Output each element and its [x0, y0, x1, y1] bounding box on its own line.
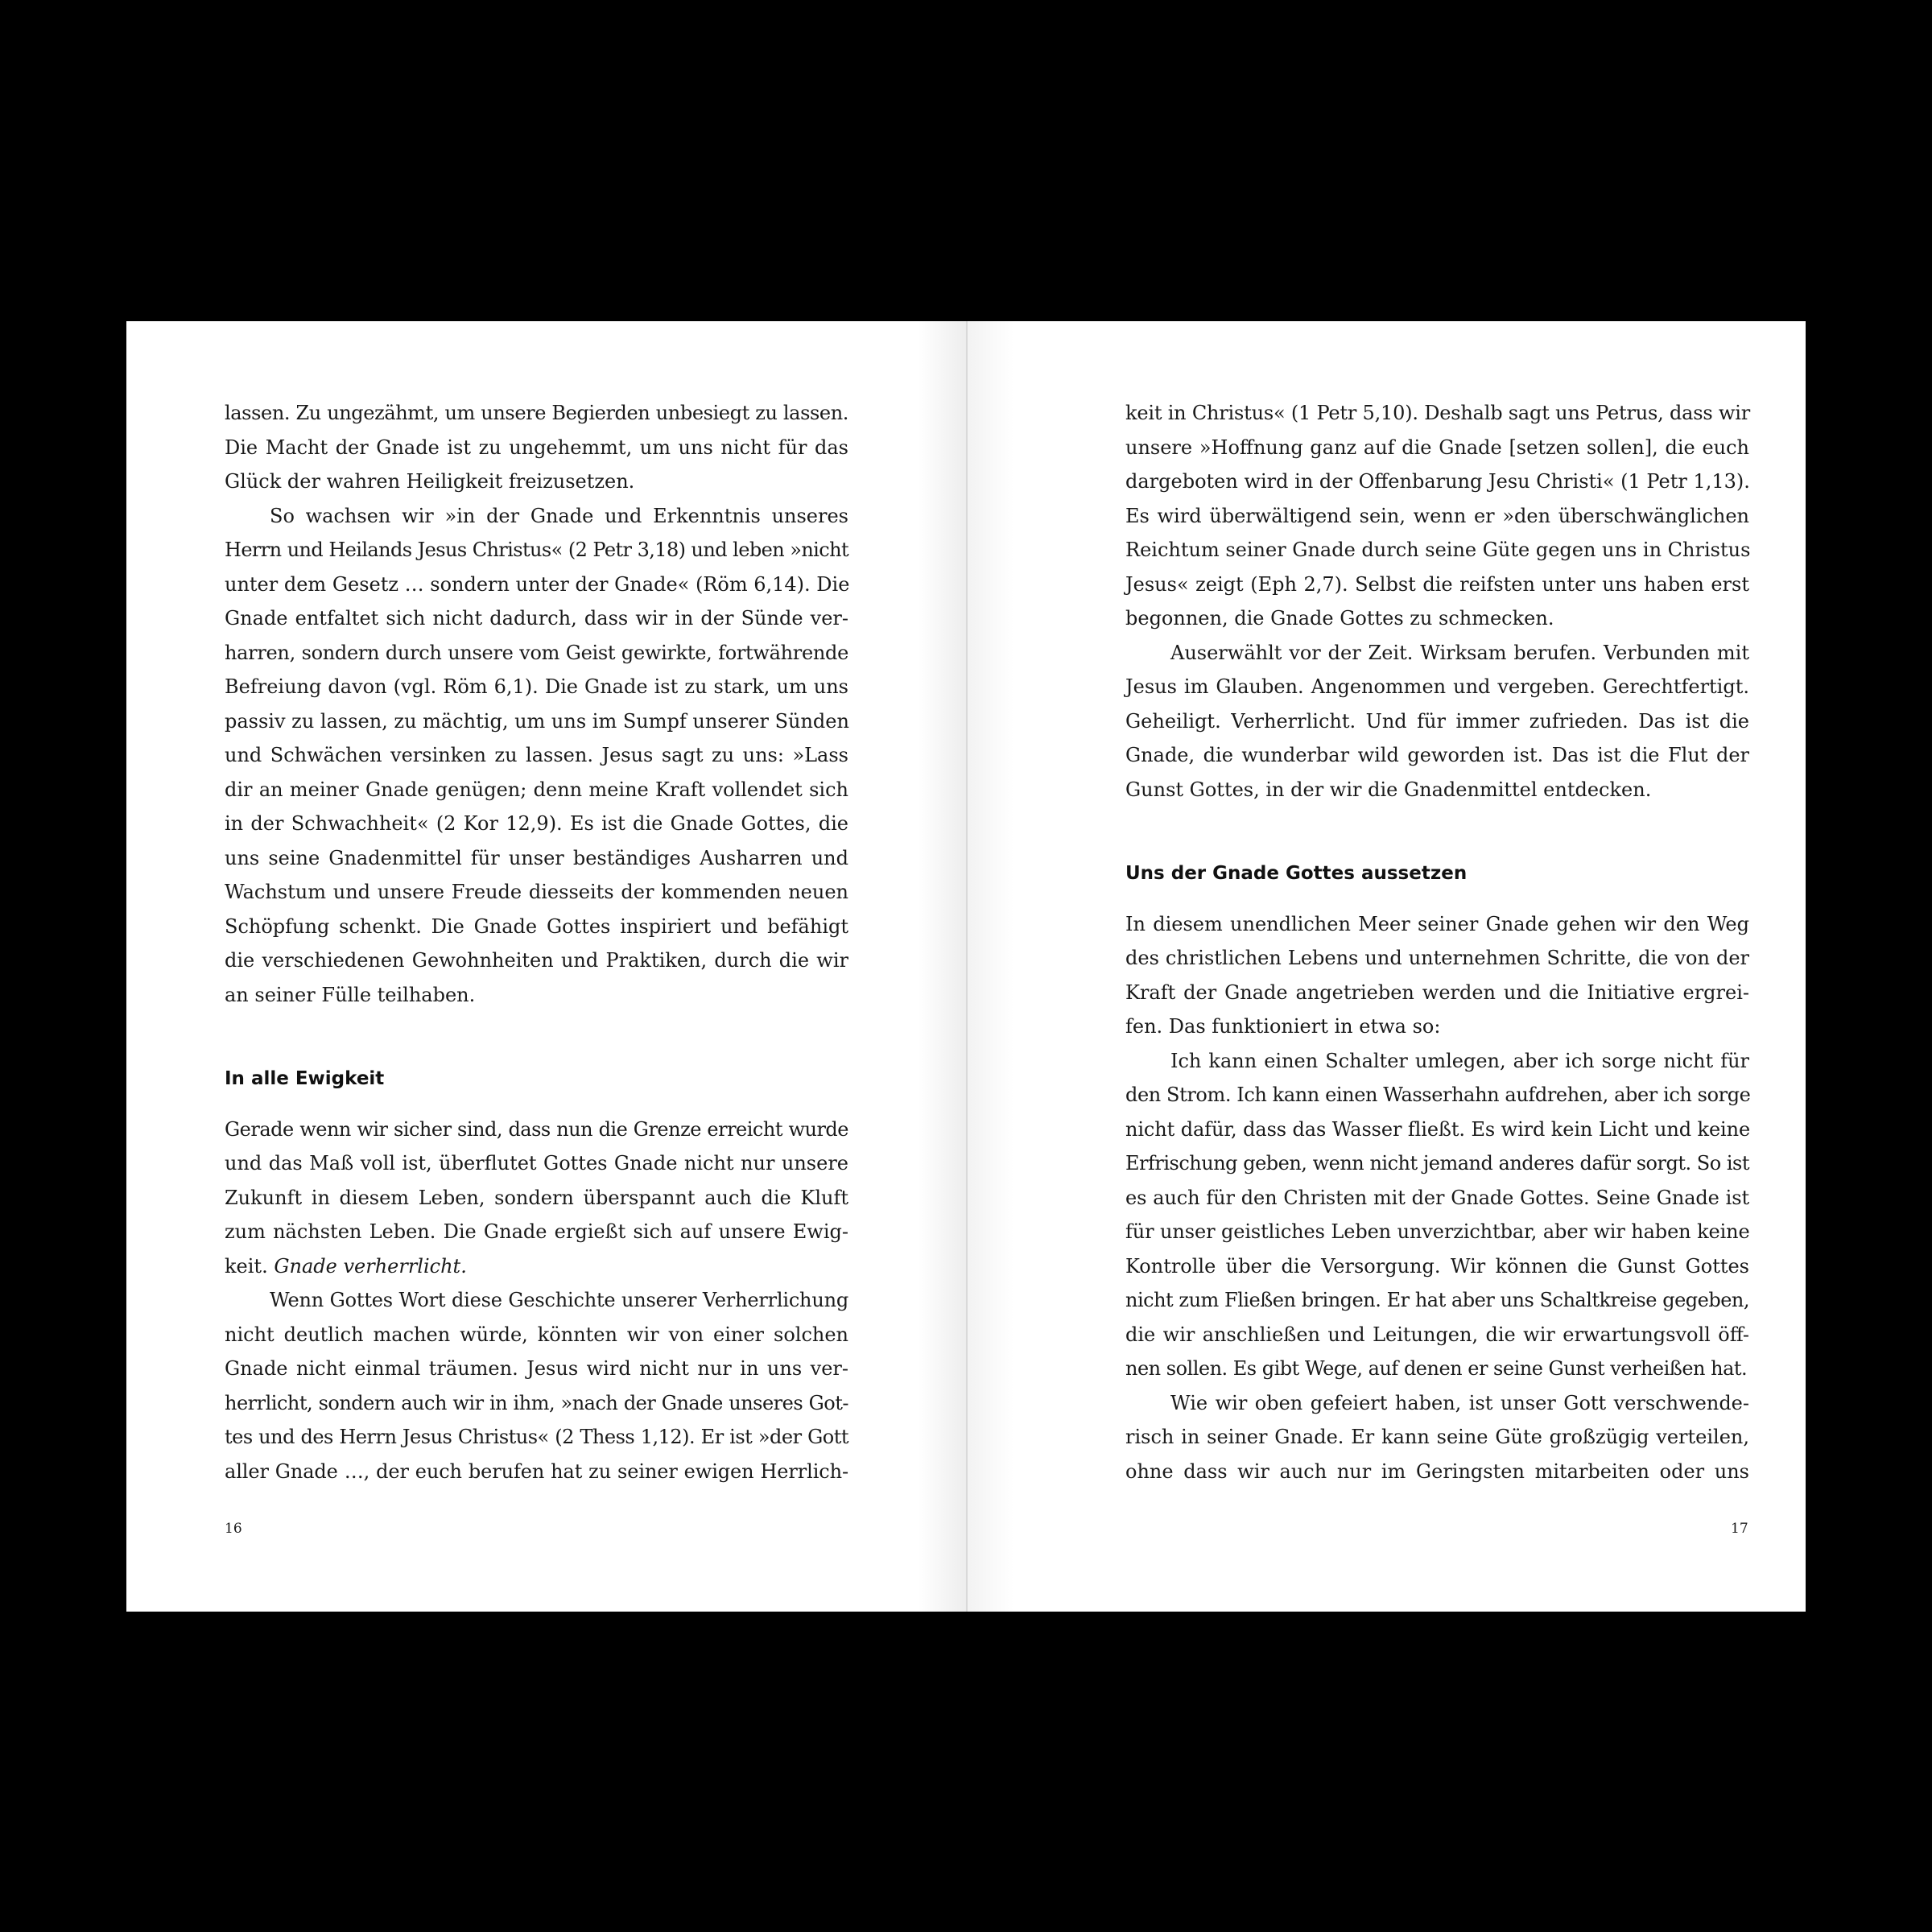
text-line: Auserwählt vor der Zeit. Wirksam berufen. Verbunden mit	[1170, 641, 1749, 664]
paragraph	[225, 1283, 848, 1488]
section-heading: In alle Ewigkeit	[225, 1068, 385, 1089]
paragraph	[1125, 907, 1749, 1044]
page-number: 16	[225, 1521, 242, 1537]
text-line: Kraft der Gnade angetrieben werden und die Initiative ergrei-	[1125, 980, 1749, 1004]
text-line: keit in Christus« (1 Petr 5,10). Deshalb sagt uns Petrus, dass wir	[1125, 402, 1750, 424]
text-line: Wie wir oben gefeiert haben, ist unser Gott verschwende-	[1170, 1391, 1749, 1414]
paragraph	[225, 499, 848, 1013]
gutter-shadow-left	[918, 321, 966, 1612]
section-heading: Uns der Gnade Gottes aussetzen	[1125, 863, 1468, 884]
text-line: passiv zu lassen, zu mächtig, um uns im Sumpf unserer Sünden	[225, 709, 849, 733]
text-line: Gnade entfaltet sich nicht dadurch, dass wir in der Sünde ver-	[225, 607, 848, 630]
text-line: Wenn Gottes Wort diese Geschichte unserer Verherrlichung	[270, 1289, 848, 1311]
text-line: harren, sondern durch unsere vom Geist gewirkte, fortwährende	[225, 641, 848, 664]
text-line: begonnen, die Gnade Gottes zu schmecken.	[1125, 607, 1554, 630]
text-line: Glück der wahren Heiligkeit freizusetzen.	[225, 470, 635, 493]
paragraph	[225, 1113, 848, 1284]
text-line: und das Maß voll ist, überflutet Gottes Gnade nicht nur unsere	[225, 1152, 848, 1174]
text-line: Erfrischung geben, wenn nicht jemand anderes dafür sorgt. So ist	[1125, 1152, 1749, 1174]
page-number: 17	[1731, 1521, 1748, 1537]
text-line: Kontrolle über die Versorgung. Wir können die Gunst Gottes	[1125, 1254, 1749, 1278]
italic-emphasis: Gnade verherrlicht.	[274, 1254, 467, 1278]
text-line: Gnade nicht einmal träumen. Jesus wird nicht nur in uns ver-	[225, 1357, 848, 1380]
text-line: Die Macht der Gnade ist zu ungehemmt, um uns nicht für das	[225, 436, 848, 459]
text-line: nicht zum Fließen bringen. Er hat aber uns Schaltkreise gegeben,	[1125, 1289, 1749, 1311]
text-line: den Strom. Ich kann einen Wasserhahn aufdrehen, aber ich sorge	[1125, 1084, 1751, 1106]
text-line: Reichtum seiner Gnade durch seine Güte gegen uns in Christus	[1125, 539, 1751, 561]
text-line: und Schwächen versinken zu lassen. Jesus sagt zu uns: »Lass	[225, 744, 848, 766]
text-line: uns seine Gnadenmittel für unser beständiges Ausharren und	[225, 846, 848, 869]
text-line: zum nächsten Leben. Die Gnade ergießt sich auf unsere Ewig-	[225, 1220, 848, 1243]
text-line: Es wird überwältigend sein, wenn er »den überschwänglichen	[1125, 504, 1749, 527]
text-line: Jesus« zeigt (Eph 2,7). Selbst die reifsten unter uns haben erst	[1125, 572, 1749, 596]
text-line: aller Gnade …, der euch berufen hat zu seiner ewigen Herrlich-	[225, 1459, 848, 1483]
text-line: die verschiedenen Gewohnheiten und Praktiken, durch die wir	[225, 949, 848, 972]
text-line: Jesus im Glauben. Angenommen und vergeben. Gerechtfertigt.	[1125, 675, 1749, 698]
book-gutter	[966, 321, 968, 1612]
text-line: Gnade, die wunderbar wild geworden ist. Das ist die Flut der	[1125, 744, 1749, 766]
text-line: unter dem Gesetz … sondern unter der Gnade« (Röm 6,14). Die	[225, 572, 850, 596]
text-line: für unser geistliches Leben unverzichtbar, aber wir haben keine	[1125, 1220, 1750, 1243]
text-line: nen sollen. Es gibt Wege, auf denen er seine Gunst verheißen hat.	[1125, 1357, 1748, 1380]
text-line: tes und des Herrn Jesus Christus« (2 Thess 1,12). Er ist »der Gott	[225, 1426, 848, 1448]
right-page	[966, 321, 1806, 1612]
text-line: In diesem unendlichen Meer seiner Gnade gehen wir den Weg	[1125, 912, 1749, 935]
text-line: herrlicht, sondern auch wir in ihm, »nach der Gnade unseres Got-	[225, 1391, 848, 1414]
text-line: dargeboten wird in der Offenbarung Jesu Christi« (1 Petr 1,13).	[1125, 470, 1750, 493]
text-line: ohne dass wir auch nur im Geringsten mitarbeiten oder uns	[1125, 1459, 1749, 1483]
text-line: risch in seiner Gnade. Er kann seine Güte großzügig verteilen,	[1125, 1426, 1749, 1448]
text-line: unsere »Hoffnung ganz auf die Gnade [setzen sollen], die euch	[1125, 436, 1749, 459]
text-line: die wir anschließen und Leitungen, die wir erwartungsvoll öff-	[1125, 1323, 1749, 1346]
left-page-body	[225, 396, 848, 1488]
paragraph	[1125, 1386, 1749, 1489]
left-page	[126, 321, 966, 1612]
book-spread	[126, 321, 1806, 1612]
right-page-body	[1125, 396, 1749, 1488]
paragraph	[1125, 636, 1749, 807]
text-line: Wachstum und unsere Freude diesseits der kommenden neuen	[225, 881, 848, 903]
text-line: lassen. Zu ungezähmt, um unsere Begierden unbesiegt zu lassen.	[225, 402, 848, 424]
paragraph	[1125, 1044, 1749, 1386]
text-line: So wachsen wir »in der Gnade und Erkenntnis unseres	[270, 504, 848, 527]
text-line: an seiner Fülle teilhaben.	[225, 983, 476, 1006]
text-line: des christlichen Lebens und unternehmen Schritte, die von der	[1125, 947, 1749, 969]
text-line: fen. Das funktioniert in etwa so:	[1125, 1015, 1441, 1038]
text-line: es auch für den Christen mit der Gnade Gottes. Seine Gnade ist	[1125, 1186, 1749, 1209]
paragraph	[1125, 396, 1749, 636]
text-line: Herrn und Heilands Jesus Christus« (2 Petr 3,18) und leben »nicht	[225, 539, 848, 561]
text-line: Zukunft in diesem Leben, sondern überspannt auch die Kluft	[225, 1186, 848, 1209]
text-line: Schöpfung schenkt. Die Gnade Gottes inspiriert und befähigt	[225, 914, 848, 938]
text-line: Gerade wenn wir sicher sind, dass nun die Grenze erreicht wurde	[225, 1117, 848, 1141]
text-line: nicht deutlich machen würde, könnten wir von einer solchen	[225, 1323, 848, 1346]
paragraph	[225, 396, 848, 499]
text-fragment: keit.	[225, 1254, 275, 1278]
text-line: Ich kann einen Schalter umlegen, aber ich sorge nicht für	[1170, 1049, 1749, 1072]
text-line: in der Schwachheit« (2 Kor 12,9). Es ist die Gnade Gottes, die	[225, 812, 848, 835]
text-line	[225, 1249, 848, 1284]
text-line: Befreiung davon (vgl. Röm 6,1). Die Gnade ist zu stark, um uns	[225, 675, 848, 698]
text-line: dir an meiner Gnade genügen; denn meine Kraft vollendet sich	[225, 778, 848, 801]
text-line: Gunst Gottes, in der wir die Gnadenmittel entdecken.	[1125, 778, 1652, 801]
text-line: Geheiligt. Verherrlicht. Und für immer zufrieden. Das ist die	[1125, 709, 1749, 733]
text-line: nicht dafür, dass das Wasser fließt. Es wird kein Licht und keine	[1125, 1117, 1751, 1141]
gutter-shadow-right	[966, 321, 1014, 1612]
